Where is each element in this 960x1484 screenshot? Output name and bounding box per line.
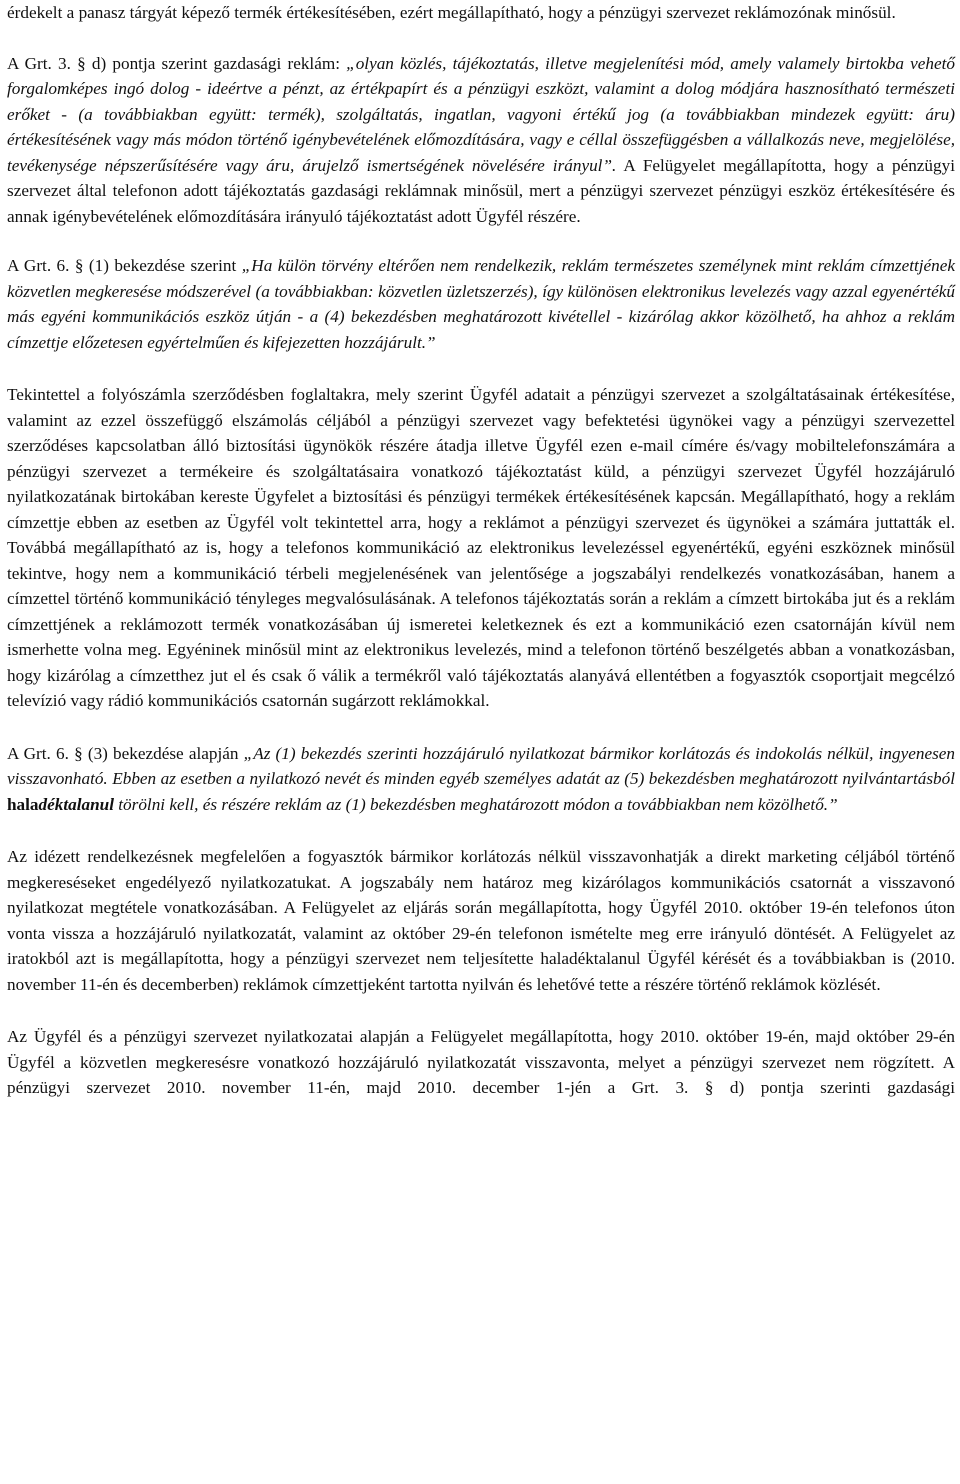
paragraph-spacer — [7, 714, 955, 741]
paragraph-6-text: Az idézett rendelkezésnek megfelelően a fogyasztók bármikor korlátozás nélkül visszavonhatják a direkt marketing céljából történő megkereséseket engedélyező nyilatkozatukat. A jogszabály nem határoz meg kizárólagos kommunikációs csatornát a visszavonó nyilatkozat megtétele vonatkozásában. A Felügyelet az eljárás során megállapította, hogy Ügyfél 2010. október 19-én telefonos úton vonta vissza a hozzájáruló nyilatkozatát, valamint az október 29-én telefonon ismételte meg erre irányuló döntését. A Felügyelet az iratokból azt is megállapította, hogy a pénzügyi szervezet nem teljesítette haladéktalanul Ügyfél kérését és a továbbiakban is (2010. november 11-én és decemberben) reklámok címzettjeként tartotta nyilván és lehetővé tette a részére történő reklámok közlését. — [7, 847, 955, 994]
paragraph-1-text: érdekelt a panasz tárgyát képező termék értékesítésében, ezért megállapítható, hogy a pénzügyi szervezet reklámozónak minősül. — [7, 3, 896, 22]
paragraph-5 — [7, 741, 955, 818]
paragraph-7 — [7, 1024, 955, 1101]
paragraph-3-quote: „Ha külön törvény eltérően nem rendelkezik, reklám természetes személynek mint reklám címzettjének közvetlen megkeresése módszerével (a továbbiakban: közvetlen üzletszerzés), így különösen elektronikus levelezés vagy azzal egyenértékű más egyéni kommunikációs eszköz útján - a (4) bekezdésben meghatározott kivétellel - kizárólag akkor közölhető, ha ahhoz a reklám címzettje előzetesen egyértelműen és kifejezetten hozzájárult.” — [7, 256, 956, 352]
paragraph-4-text: Tekintettel a folyószámla szerződésben foglaltakra, mely szerint Ügyfél adatait a pénzügyi szervezet a szolgáltatásainak értékesítése, valamint az ezzel összefüggő elszámolás céljából a pénzügyi szervezet vagy befektetési ügynökei vagy a pénzügyi szervezettel szerződéses kapcsolatban álló biztosítási ügynökök részére átadja illetve Ügyfél ezen e-mail címére és/vagy mobiltelefonszámára a pénzügyi szervezet a termékeire és szolgáltatásaira vonatkozó tájékoztatást küld, a pénzügyi szervezet Ügyfél hozzájáruló nyilatkozatának birtokában kereste Ügyfelet a biztosítási és pénzügyi termékek értékesítésének kapcsán. Megállapítható, hogy a reklám címzettje ebben az esetben az Ügyfél volt tekintettel arra, hogy a reklámot a pénzügyi szervezet és ügynökei a számára juttatták el. Továbbá megállapítható az is, hogy a telefonos kommunikáció az elektronikus levelezéssel egyenértékű, egyéni eszköznek minősül tekintve, hogy nem a kommunikáció térbeli megjelenésének van jelentősége a jogszabályi rendelkezés vonatkozásában, hanem a címzettel történő kommunikáció tényleges megvalósulásának. A telefonos tájékoztatás során a reklám a címzett birtokába jut és a reklám címzettjének a reklámozott termék vonatkozásában új ismeretei keletkeznek és ezt a kommunikáció ezen csatornáján kívül nem ismerhette volna meg. Egyéninek minősül mint az elektronikus levelezés, mind a telefonon történő beszélgetés abban a vonatkozásban, hogy kizárólag a címzetthez jut el és csak ő válik a termékről való tájékoztatás alanyává ellentétben a fogyasztók csoportjait megcélzó televízió vagy rádió kommunikációs csatornán sugárzott reklámokkal. — [7, 385, 955, 710]
paragraph-spacer — [7, 26, 955, 51]
paragraph-spacer — [7, 817, 955, 844]
document-page — [7, 0, 955, 1101]
paragraph-spacer — [7, 229, 955, 253]
paragraph-3-lead: A Grt. 6. § (1) bekezdése szerint — [7, 256, 242, 275]
paragraph-5-bold-italic: déktalanul — [38, 794, 114, 814]
paragraph-5-lead: A Grt. 6. § (3) bekezdése alapján — [7, 743, 244, 763]
paragraph-4 — [7, 382, 955, 714]
paragraph-2-tail: A Felügyelet megállapította, hogy a pénzügyi szervezet által telefonon adott tájékoztatás gazdasági reklámnak minősül, mert a pénzügyi szervezet pénzügyi eszköz értékesítésére és annak igénybevételének előmozdítására irányuló tájékoztatást adott Ügyfél részére. — [7, 155, 955, 226]
paragraph-7-text: Az Ügyfél és a pénzügyi szervezet nyilatkozatai alapján a Felügyelet megállapította, hogy 2010. október 19-én, majd október 29-én Ügyfél a közvetlen megkeresésre vonatkozó hozzájáruló nyilatkozatát visszavonta, melyet a pénzügyi szervezet nem rögzített. A pénzügyi szervezet 2010. november 11-én, majd 2010. december 1-jén a Grt. 3. § d) pontja szerinti gazdasági — [7, 1027, 955, 1097]
paragraph-3 — [7, 253, 955, 355]
paragraph-2 — [7, 51, 955, 230]
paragraph-2-lead: A Grt. 3. § d) pontja szerint gazdasági reklám: — [7, 53, 347, 73]
paragraph-spacer — [7, 355, 955, 382]
paragraph-5-bold: hala — [7, 794, 39, 814]
paragraph-5-quote-a: „Az (1) bekezdés szerinti hozzájáruló nyilatkozat bármikor korlátozás és indokolás nélkül, ingyenesen visszavonható. Ebben az esetben a nyilatkozó nevét és minden egyéb személyes adatát az (5) bekezdésben meghatározott nyilvántartásból — [7, 743, 955, 788]
paragraph-spacer — [7, 997, 955, 1024]
paragraph-6 — [7, 844, 955, 997]
paragraph-5-quote-b: törölni kell, és részére reklám az (1) bekezdésben meghatározott módon a továbbiakban nem közölhető.” — [113, 794, 838, 814]
paragraph-2-quote: „olyan közlés, tájékoztatás, illetve megjelenítési mód, amely valamely birtokba vehető forgalomképes ingó dolog - ideértve a pénzt, az értékpapírt és a pénzügyi eszközt, valamint a dolog módjára hasznosítható természeti erőket - (a továbbiakban együtt: termék), szolgáltatás, ingatlan, vagyoni értékű jog (a továbbiakban mindezek együtt: áru) értékesítésének vagy más módon történő igénybevételének előmozdítására, vagy e céllal összefüggésben a vállalkozás neve, megjelölése, tevékenysége népszerűsítésére vagy áru, árujelző ismertségének növelésére irányul”. — [7, 53, 955, 175]
paragraph-1 — [7, 0, 955, 26]
